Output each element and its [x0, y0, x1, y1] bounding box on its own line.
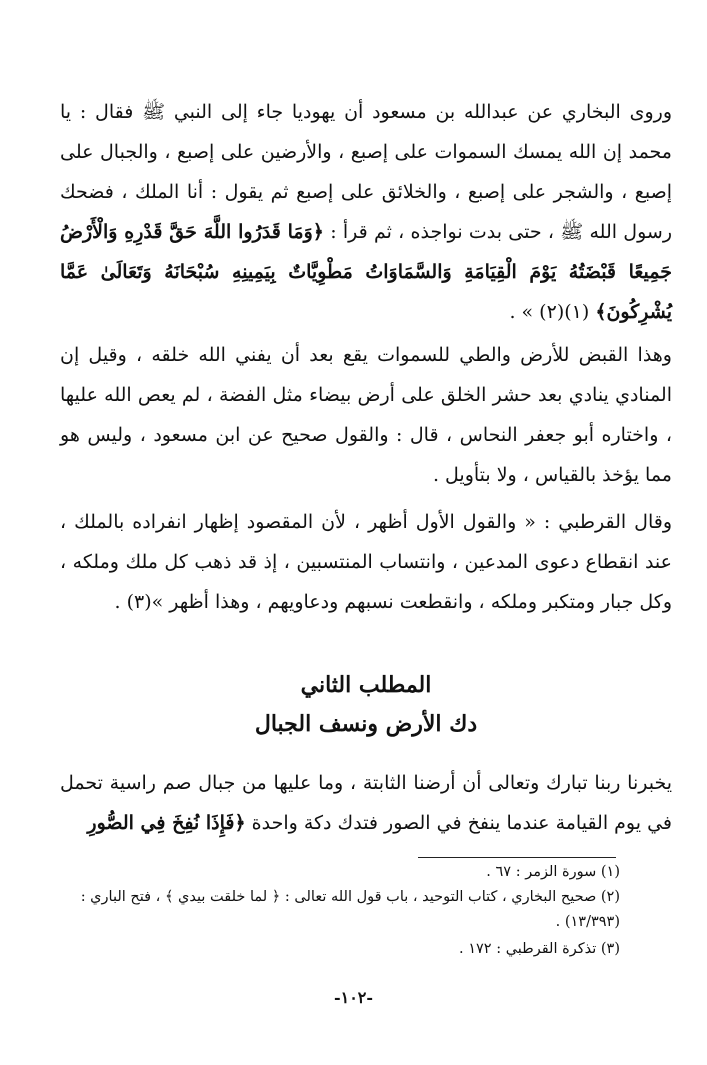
paragraph-qurtubi: وقال القرطبي : « والقول الأول أظهر ، لأن المقصود إظهار انفراده بالملك ، عند انقطاع دعوى المدعين ، وانتساب المنتسبين ، إذ قد ذهب كل ملك وملكه ، وكل جبار ومتكبر وملكه ، وانقطعت نسبهم ودعاويهم ، وهذا أظهر »(٣) . — [60, 511, 672, 613]
footnote-refs-1-2: (١)(٢) » . — [509, 301, 590, 323]
paragraph-hadith-text: وروى البخاري عن عبدالله بن مسعود أن يهوديا جاء إلى النبي ﷺ فقال : يا محمد إن الله يمسك السموات على إصبع ، والأرضين على إصبع ، والجبال على إصبع ، والشجر على إصبع ، والخلائق على إصبع ثم يقول : أنا الملك ، فضحك رسول الله ﷺ ، حتى بدت نواجذه ، ثم قرأ : — [60, 101, 672, 243]
paragraph-mountains-text: يخبرنا ربنا تبارك وتعالى أن أرضنا الثابتة ، وما عليها من جبال صم راسية تحمل في يوم القيامة عندما ينفخ في الصور فتدك دكة واحدة — [60, 772, 672, 834]
footnote-3: (٣) تذكرة القرطبي : ١٧٢ . — [459, 941, 620, 957]
quran-verse-zumar: ﴿وَمَا قَدَرُوا اللَّهَ حَقَّ قَدْرِهِ وَالْأَرْضُ جَمِيعًا قَبْضَتُهُ يَوْمَ الْقِيَامَةِ وَالسَّمَاوَاتُ مَطْوِيَّاتٌ بِيَمِينِهِ سُبْحَانَهُ وَتَعَالَىٰ عَمَّا يُشْرِكُونَ﴾ — [60, 221, 672, 323]
quran-verse-sur: ﴿فَإِذَا نُفِخَ فِي الصُّورِ — [87, 812, 246, 834]
footnote-2: (٢) صحيح البخاري ، كتاب التوحيد ، باب قول الله تعالى : ﴿ لما خلقت بيدي ﴾ ، فتح الباري : (١٣/٣٩٣) . — [80, 889, 620, 930]
paragraph-hadith — [60, 92, 672, 332]
paragraph-qabd: وهذا القبض للأرض والطي للسموات يقع بعد أن يفني الله خلقه ، وقيل إن المنادي ينادي بعد حشر الخلق على أرض بيضاء مثل الفضة ، لم يعص الله عليها ، واختاره أبو جعفر النحاس ، قال : والقول صحيح عن ابن مسعود ، وليس هو مما يؤخذ بالقياس ، ولا بتأويل . — [60, 344, 672, 486]
footnote-divider — [418, 857, 616, 858]
section-title: دك الأرض ونسف الجبال — [254, 711, 478, 737]
paragraph-mountains — [60, 763, 672, 843]
footnote-1: (١) سورة الزمر : ٦٧ . — [486, 864, 620, 880]
page-number: -١٠٢- — [333, 988, 374, 1007]
section-heading: المطلب الثاني — [300, 672, 432, 698]
